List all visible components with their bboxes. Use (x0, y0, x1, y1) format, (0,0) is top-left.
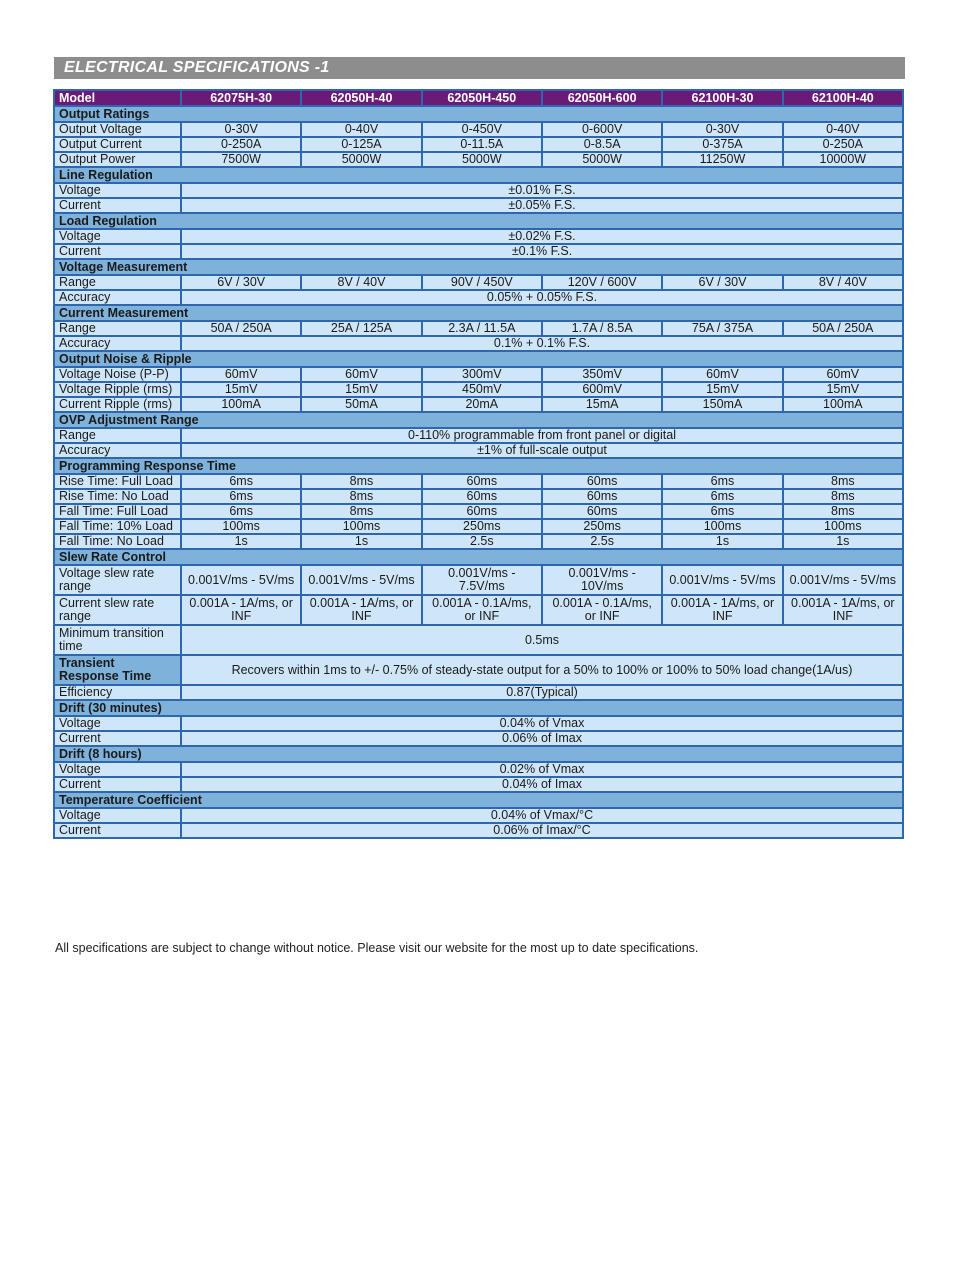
model-value: 0.001V/ms - 5V/ms (181, 565, 301, 595)
model-value: 75A / 375A (662, 321, 782, 336)
header-model: 62100H-30 (662, 90, 782, 106)
spanned-value: ±0.1% F.S. (181, 244, 903, 259)
section-title: Line Regulation (54, 167, 903, 183)
table-row (54, 731, 903, 746)
model-value: 6ms (662, 504, 782, 519)
section-title: Temperature Coefficient (54, 792, 903, 808)
model-value: 0.001A - 1A/ms, or INF (783, 595, 903, 625)
row-label: Accuracy (54, 443, 181, 458)
model-value: 0-125A (301, 137, 421, 152)
section-header-row (54, 259, 903, 275)
model-value: 11250W (662, 152, 782, 167)
table-row (54, 595, 903, 625)
section-title: Current Measurement (54, 305, 903, 321)
model-value: 10000W (783, 152, 903, 167)
model-value: 120V / 600V (542, 275, 662, 290)
spanned-value: 0.06% of Imax (181, 731, 903, 746)
model-value: 100ms (301, 519, 421, 534)
spanned-value: 0.04% of Imax (181, 777, 903, 792)
model-value: 100ms (662, 519, 782, 534)
section-header-row (54, 106, 903, 122)
row-label: Efficiency (54, 685, 181, 700)
model-value: 0.001A - 1A/ms, or INF (301, 595, 421, 625)
row-label: Current slew rate range (54, 595, 181, 625)
model-value: 150mA (662, 397, 782, 412)
row-label: Rise Time: No Load (54, 489, 181, 504)
model-value: 0-40V (783, 122, 903, 137)
model-value: 50A / 250A (181, 321, 301, 336)
model-value: 2.3A / 11.5A (422, 321, 542, 336)
table-row (54, 382, 903, 397)
table-row (54, 321, 903, 336)
model-value: 6ms (181, 504, 301, 519)
header-model: 62050H-600 (542, 90, 662, 106)
model-value: 0-375A (662, 137, 782, 152)
table-row (54, 777, 903, 792)
spanned-value: ±0.01% F.S. (181, 183, 903, 198)
model-value: 250ms (422, 519, 542, 534)
model-value: 60mV (783, 367, 903, 382)
model-value: 0.001A - 1A/ms, or INF (181, 595, 301, 625)
section-title: OVP Adjustment Range (54, 412, 903, 428)
row-label: Voltage (54, 808, 181, 823)
model-value: 0-11.5A (422, 137, 542, 152)
spanned-value: 0-110% programmable from front panel or digital (181, 428, 903, 443)
model-value: 0-30V (662, 122, 782, 137)
table-header (54, 90, 903, 106)
row-label: Current (54, 244, 181, 259)
row-label: Rise Time: Full Load (54, 474, 181, 489)
model-value: 1s (301, 534, 421, 549)
section-header-row (54, 700, 903, 716)
table-row (54, 534, 903, 549)
model-value: 2.5s (422, 534, 542, 549)
section-title: Voltage Measurement (54, 259, 903, 275)
row-label: Current (54, 731, 181, 746)
model-value: 0.001A - 0.1A/ms, or INF (542, 595, 662, 625)
spanned-value: 0.02% of Vmax (181, 762, 903, 777)
table-row (54, 443, 903, 458)
table-row (54, 808, 903, 823)
spanned-value: 0.87(Typical) (181, 685, 903, 700)
model-value: 8ms (783, 489, 903, 504)
model-value: 0-40V (301, 122, 421, 137)
model-value: 15mV (301, 382, 421, 397)
row-label: Voltage Noise (P-P) (54, 367, 181, 382)
table-row (54, 183, 903, 198)
model-value: 1s (181, 534, 301, 549)
spanned-value: Recovers within 1ms to +/- 0.75% of steady-state output for a 50% to 100% or 100% to 50% load change(1A/us) (181, 655, 903, 685)
table-row (54, 565, 903, 595)
section-title: Programming Response Time (54, 458, 903, 474)
table-row (54, 823, 903, 838)
model-value: 8V / 40V (783, 275, 903, 290)
row-label: Fall Time: Full Load (54, 504, 181, 519)
section-header-row (54, 792, 903, 808)
model-value: 60mV (181, 367, 301, 382)
spanned-value: 0.1% + 0.1% F.S. (181, 336, 903, 351)
table-row (54, 474, 903, 489)
row-label: Range (54, 275, 181, 290)
table-row (54, 137, 903, 152)
table-body (54, 106, 903, 838)
table-row (54, 625, 903, 655)
model-value: 0-250A (181, 137, 301, 152)
model-value: 7500W (181, 152, 301, 167)
model-value: 0-30V (181, 122, 301, 137)
model-value: 15mA (542, 397, 662, 412)
table-row (54, 519, 903, 534)
header-model: 62050H-450 (422, 90, 542, 106)
model-value: 250ms (542, 519, 662, 534)
model-value: 6ms (181, 489, 301, 504)
section-header-row (54, 412, 903, 428)
model-value: 8ms (783, 474, 903, 489)
spanned-value: 0.04% of Vmax (181, 716, 903, 731)
model-value: 8ms (783, 504, 903, 519)
model-value: 6ms (662, 474, 782, 489)
model-value: 0-600V (542, 122, 662, 137)
header-model: 62075H-30 (181, 90, 301, 106)
section-header-row (54, 458, 903, 474)
model-value: 8ms (301, 474, 421, 489)
section-header-row (54, 549, 903, 565)
section-header-row (54, 305, 903, 321)
table-row (54, 685, 903, 700)
header-model-label: Model (54, 90, 181, 106)
model-value: 60mV (662, 367, 782, 382)
model-value: 6ms (662, 489, 782, 504)
row-label: Voltage Ripple (rms) (54, 382, 181, 397)
row-label: Fall Time: 10% Load (54, 519, 181, 534)
model-value: 1s (662, 534, 782, 549)
model-value: 600mV (542, 382, 662, 397)
model-value: 0-450V (422, 122, 542, 137)
model-value: 60ms (542, 474, 662, 489)
section-title: Slew Rate Control (54, 549, 903, 565)
row-label: Output Voltage (54, 122, 181, 137)
model-value: 100mA (783, 397, 903, 412)
model-value: 60ms (542, 504, 662, 519)
row-label: Output Current (54, 137, 181, 152)
header-model: 62050H-40 (301, 90, 421, 106)
model-value: 0.001V/ms - 10V/ms (542, 565, 662, 595)
model-value: 8V / 40V (301, 275, 421, 290)
row-label: Range (54, 428, 181, 443)
model-value: 5000W (542, 152, 662, 167)
row-label: Current Ripple (rms) (54, 397, 181, 412)
table-row (54, 122, 903, 137)
table-row (54, 655, 903, 685)
model-value: 0.001V/ms - 5V/ms (783, 565, 903, 595)
model-value: 450mV (422, 382, 542, 397)
spanned-value: 0.04% of Vmax/°C (181, 808, 903, 823)
row-label: Current (54, 777, 181, 792)
section-title: Output Noise & Ripple (54, 351, 903, 367)
row-label: Transient Response Time (54, 655, 181, 685)
row-label: Output Power (54, 152, 181, 167)
row-label: Voltage (54, 762, 181, 777)
table-row (54, 290, 903, 305)
model-value: 0.001A - 0.1A/ms, or INF (422, 595, 542, 625)
row-label: Voltage (54, 716, 181, 731)
table-row (54, 367, 903, 382)
spanned-value: ±0.02% F.S. (181, 229, 903, 244)
model-value: 8ms (301, 489, 421, 504)
page-title: ELECTRICAL SPECIFICATIONS -1 (54, 57, 905, 79)
model-value: 8ms (301, 504, 421, 519)
model-value: 0.001A - 1A/ms, or INF (662, 595, 782, 625)
model-value: 50A / 250A (783, 321, 903, 336)
row-label: Fall Time: No Load (54, 534, 181, 549)
table-row (54, 229, 903, 244)
model-value: 50mA (301, 397, 421, 412)
section-header-row (54, 351, 903, 367)
table-row (54, 275, 903, 290)
section-title: Output Ratings (54, 106, 903, 122)
model-value: 60ms (422, 504, 542, 519)
footnote: All specifications are subject to change without notice. Please visit our website for the most up to date specifications. (55, 941, 699, 955)
model-value: 100ms (181, 519, 301, 534)
model-value: 5000W (301, 152, 421, 167)
row-label: Voltage (54, 183, 181, 198)
row-label: Current (54, 823, 181, 838)
model-value: 2.5s (542, 534, 662, 549)
table-row (54, 152, 903, 167)
model-value: 20mA (422, 397, 542, 412)
model-value: 0.001V/ms - 7.5V/ms (422, 565, 542, 595)
model-value: 1.7A / 8.5A (542, 321, 662, 336)
model-value: 0.001V/ms - 5V/ms (662, 565, 782, 595)
section-header-row (54, 167, 903, 183)
model-value: 5000W (422, 152, 542, 167)
table-row (54, 762, 903, 777)
table-row (54, 198, 903, 213)
section-title: Drift (30 minutes) (54, 700, 903, 716)
row-label: Voltage slew rate range (54, 565, 181, 595)
section-header-row (54, 213, 903, 229)
row-label: Accuracy (54, 336, 181, 351)
spanned-value: ±0.05% F.S. (181, 198, 903, 213)
model-value: 6V / 30V (181, 275, 301, 290)
section-header-row (54, 746, 903, 762)
header-row (54, 90, 903, 106)
model-value: 60mV (301, 367, 421, 382)
model-value: 100mA (181, 397, 301, 412)
table-row (54, 244, 903, 259)
section-title: Drift (8 hours) (54, 746, 903, 762)
spanned-value: 0.05% + 0.05% F.S. (181, 290, 903, 305)
model-value: 0-250A (783, 137, 903, 152)
model-value: 6V / 30V (662, 275, 782, 290)
model-value: 25A / 125A (301, 321, 421, 336)
model-value: 90V / 450V (422, 275, 542, 290)
row-label: Accuracy (54, 290, 181, 305)
table-row (54, 428, 903, 443)
model-value: 1s (783, 534, 903, 549)
spanned-value: 0.06% of Imax/°C (181, 823, 903, 838)
row-label: Voltage (54, 229, 181, 244)
model-value: 350mV (542, 367, 662, 382)
model-value: 6ms (181, 474, 301, 489)
table-row (54, 504, 903, 519)
table-row (54, 489, 903, 504)
table-row (54, 336, 903, 351)
model-value: 60ms (542, 489, 662, 504)
header-model: 62100H-40 (783, 90, 903, 106)
model-value: 0-8.5A (542, 137, 662, 152)
spanned-value: 0.5ms (181, 625, 903, 655)
row-label: Range (54, 321, 181, 336)
model-value: 15mV (783, 382, 903, 397)
model-value: 100ms (783, 519, 903, 534)
model-value: 300mV (422, 367, 542, 382)
table-row (54, 397, 903, 412)
table-row (54, 716, 903, 731)
specifications-table (53, 89, 904, 839)
spanned-value: ±1% of full-scale output (181, 443, 903, 458)
section-title: Load Regulation (54, 213, 903, 229)
row-label: Current (54, 198, 181, 213)
model-value: 60ms (422, 474, 542, 489)
model-value: 15mV (181, 382, 301, 397)
model-value: 0.001V/ms - 5V/ms (301, 565, 421, 595)
model-value: 60ms (422, 489, 542, 504)
row-label: Minimum transition time (54, 625, 181, 655)
model-value: 15mV (662, 382, 782, 397)
